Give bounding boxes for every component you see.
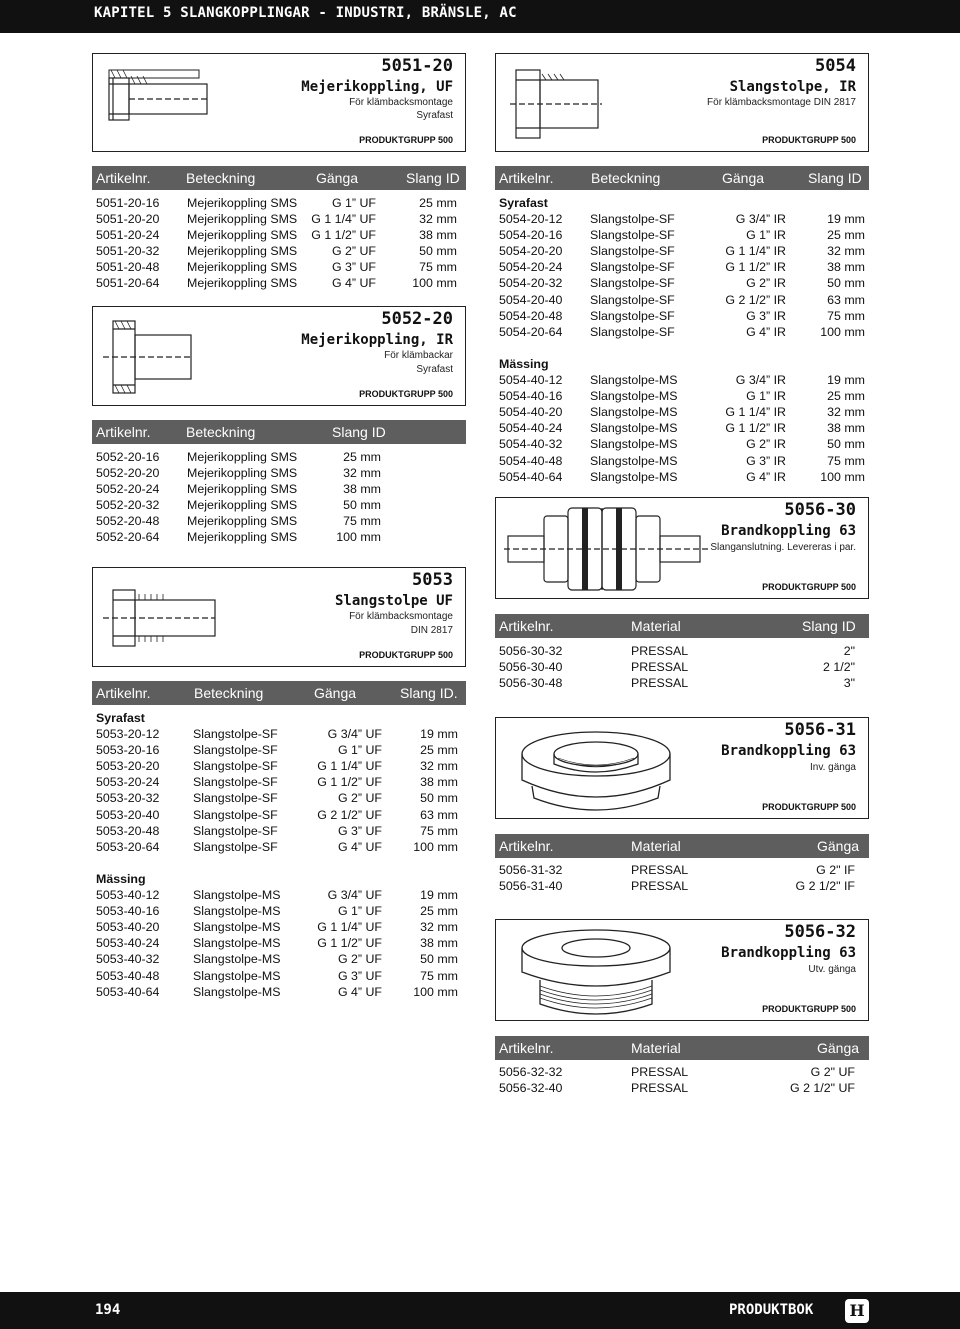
table-5051 (96, 195, 462, 292)
product-subtitle: Inv. gänga (810, 762, 856, 773)
table-row: 5053-20-16 Slangstolpe-SF G 1” UF 25 mm (96, 743, 458, 758)
table-row: 5054-40-32 Slangstolpe-MS G 2” IR 50 mm (499, 437, 865, 452)
book-title: PRODUKTBOK (729, 1302, 814, 1318)
product-group: PRODUKTGRUPP 500 (359, 135, 453, 145)
table-row: 5054-40-12 Slangstolpe-MS G 3/4” IR 19 mm (499, 373, 865, 388)
table-row: 5054-20-64 Slangstolpe-SF G 4” IR 100 mm (499, 324, 865, 339)
table-row: 5051-20-32 Mejerikoppling SMS G 2” UF 50 mm (96, 244, 457, 259)
product-box-5053 (92, 567, 466, 667)
table-5056-32 (499, 1064, 865, 1096)
table-row: 5053-40-48 Slangstolpe-MS G 3” UF 75 mm (96, 968, 458, 983)
table-header-5052 (92, 420, 466, 444)
product-box-5056-32 (495, 919, 869, 1021)
product-box-5056-31 (495, 717, 869, 819)
table-row: 5053-20-12 Slangstolpe-SF G 3/4” UF 19 mm (96, 727, 458, 742)
product-box-5052 (92, 306, 466, 406)
product-material: Syrafast (416, 110, 453, 121)
table-5054 (499, 195, 865, 485)
table-row: 5054-20-20 Slangstolpe-SF G 1 1/4” IR 32 mm (499, 244, 865, 259)
product-group: PRODUKTGRUPP 500 (762, 582, 856, 592)
product-number: 5051-20 (381, 56, 453, 76)
col-designation: Beteckning (186, 424, 256, 440)
product-number: 5054 (815, 56, 856, 76)
table-header-5051 (92, 166, 466, 190)
col-thread: Gänga (316, 170, 359, 186)
table-row: 5056-31-40 PRESSAL G 2 1/2" IF (499, 879, 855, 894)
col-designation: Beteckning (591, 170, 661, 186)
fire-coupling-drawing-5056-31 (510, 724, 690, 816)
product-group: PRODUKTGRUPP 500 (359, 389, 453, 399)
table-row: 5052-20-24 Mejerikoppling SMS 38 mm (96, 482, 381, 497)
chapter-header (0, 0, 960, 33)
table-row: 5054-20-40 Slangstolpe-SF G 2 1/2” IR 63 mm (499, 292, 865, 307)
product-box-5054 (495, 53, 869, 152)
table-row: 5054-40-16 Slangstolpe-MS G 1” IR 25 mm (499, 389, 865, 404)
table-row: 5053-20-40 Slangstolpe-SF G 2 1/2” UF 63 mm (96, 807, 458, 822)
col-article: Artikelnr. (499, 838, 554, 854)
table-row: 5054-20-16 Slangstolpe-SF G 1” IR 25 mm (499, 228, 865, 243)
product-subtitle: För klämbackar (384, 350, 453, 361)
table-row: 5053-40-16 Slangstolpe-MS G 1” UF 25 mm (96, 904, 458, 919)
table-row: 5056-30-48 PRESSAL 3" (499, 676, 855, 691)
product-group: PRODUKTGRUPP 500 (762, 135, 856, 145)
table-row: 5054-20-12 Slangstolpe-SF G 3/4” IR 19 mm (499, 212, 865, 227)
table-row: 5053-40-24 Slangstolpe-MS G 1 1/2” UF 38 mm (96, 936, 458, 951)
product-name: Brandkoppling 63 (721, 945, 856, 961)
table-row: 5054-40-20 Slangstolpe-MS G 1 1/4” IR 32 mm (499, 405, 865, 420)
table-row: 5056-31-32 PRESSAL G 2" IF (499, 863, 855, 877)
table-row: 5053-20-20 Slangstolpe-SF G 1 1/4” UF 32 mm (96, 759, 458, 774)
product-box-5056-30 (495, 497, 869, 599)
table-row: 5052-20-20 Mejerikoppling SMS 32 mm (96, 466, 381, 481)
col-thread: Gänga (722, 170, 765, 186)
fire-coupling-drawing-5056-32 (510, 924, 690, 1018)
product-name: Mejerikoppling, UF (301, 79, 453, 95)
col-article: Artikelnr. (499, 1040, 554, 1056)
table-row: 5053-40-32 Slangstolpe-MS G 2” UF 50 mm (96, 952, 458, 967)
group-heading: Mässing (96, 871, 146, 886)
product-name: Slangstolpe UF (334, 593, 453, 609)
col-hose-id: Slang ID (332, 424, 386, 440)
hose-tail-drawing-5054 (506, 62, 606, 146)
table-row: 5052-20-32 Mejerikoppling SMS 50 mm (96, 498, 381, 513)
col-designation: Beteckning (186, 170, 256, 186)
product-number: 5056-32 (784, 922, 856, 942)
table-5056-31 (499, 862, 865, 894)
product-name: Mejerikoppling, IR (301, 332, 453, 348)
col-hose-id: Slang ID (406, 170, 460, 186)
col-article: Artikelnr. (96, 685, 151, 701)
product-subtitle: Slanganslutning. Levereras i par. (710, 542, 856, 553)
table-row: 5054-20-24 Slangstolpe-SF G 1 1/2” IR 38 mm (499, 260, 865, 275)
col-article: Artikelnr. (499, 170, 554, 186)
product-group: PRODUKTGRUPP 500 (359, 650, 453, 660)
table-row: 5056-30-40 PRESSAL 2 1/2" (499, 660, 855, 675)
col-article: Artikelnr. (96, 170, 151, 186)
table-row: 5053-20-24 Slangstolpe-SF G 1 1/2” UF 38 mm (96, 775, 458, 790)
product-box-5051 (92, 53, 466, 152)
coupling-drawing-5052 (99, 315, 195, 399)
table-row: 5056-32-40 PRESSAL G 2 1/2" UF (499, 1081, 855, 1096)
table-5056-30 (499, 643, 865, 691)
table-header-5054 (495, 166, 869, 190)
product-number: 5056-30 (784, 500, 856, 520)
page-footer (0, 1292, 960, 1329)
col-hose-id: Slang ID. (400, 685, 458, 701)
fire-coupling-drawing-5056-30 (502, 502, 712, 596)
table-row: 5056-32-32 PRESSAL G 2" UF (499, 1065, 855, 1079)
table-row: 5054-20-48 Slangstolpe-SF G 3” IR 75 mm (499, 308, 865, 323)
table-5053 (96, 710, 462, 1000)
table-row: 5053-20-64 Slangstolpe-SF G 4” UF 100 mm (96, 839, 458, 854)
table-row: 5053-40-20 Slangstolpe-MS G 1 1/4” UF 32 mm (96, 920, 458, 935)
col-material: Material (631, 838, 681, 854)
product-subtitle: För klämbacksmontage (349, 97, 453, 108)
chapter-title: KAPITEL 5 SLANGKOPPLINGAR - INDUSTRI, BRÄNSLE, AC (94, 5, 517, 21)
product-number: 5053 (412, 570, 453, 590)
col-material: Material (631, 1040, 681, 1056)
product-subtitle: För klämbacksmontage DIN 2817 (707, 97, 856, 108)
table-header-5056-30 (495, 614, 869, 638)
table-row: 5051-20-64 Mejerikoppling SMS G 4” UF 100 mm (96, 276, 457, 291)
product-number: 5056-31 (784, 720, 856, 740)
col-thread: Gänga (314, 685, 357, 701)
table-row: 5053-20-32 Slangstolpe-SF G 2” UF 50 mm (96, 791, 458, 806)
table-row: 5054-40-64 Slangstolpe-MS G 4” IR 100 mm (499, 469, 865, 484)
table-row: 5052-20-48 Mejerikoppling SMS 75 mm (96, 514, 381, 529)
table-row: 5051-20-24 Mejerikoppling SMS G 1 1/2” UF 38 mm (96, 228, 457, 243)
table-row: 5052-20-16 Mejerikoppling SMS 25 mm (96, 450, 381, 464)
table-5052 (96, 449, 462, 546)
col-designation: Beteckning (194, 685, 264, 701)
col-material: Material (631, 618, 681, 634)
col-article: Artikelnr. (499, 618, 554, 634)
table-row: 5056-30-32 PRESSAL 2" (499, 644, 855, 658)
hose-tail-drawing-5053 (99, 576, 219, 660)
col-hose-id: Slang ID (808, 170, 862, 186)
product-number: 5052-20 (381, 309, 453, 329)
product-subtitle: För klämbacksmontage (349, 611, 453, 622)
table-row: 5051-20-48 Mejerikoppling SMS G 3” UF 75 mm (96, 260, 457, 275)
table-header-5056-31 (495, 834, 869, 858)
col-thread: Gänga (817, 1040, 860, 1056)
product-group: PRODUKTGRUPP 500 (762, 1004, 856, 1014)
group-heading: Syrafast (96, 711, 145, 725)
table-row: 5052-20-64 Mejerikoppling SMS 100 mm (96, 530, 381, 545)
table-header-5053 (92, 681, 466, 705)
table-row: 5051-20-20 Mejerikoppling SMS G 1 1/4” UF 32 mm (96, 212, 457, 227)
product-material: Syrafast (416, 364, 453, 375)
product-subtitle: Utv. gänga (808, 964, 856, 975)
page-number: 194 (95, 1302, 121, 1318)
product-name: Slangstolpe, IR (729, 79, 856, 95)
product-standard: DIN 2817 (410, 625, 453, 636)
table-row: 5053-40-64 Slangstolpe-MS G 4” UF 100 mm (96, 984, 458, 999)
table-header-5056-32 (495, 1036, 869, 1060)
table-row: 5054-20-32 Slangstolpe-SF G 2” IR 50 mm (499, 276, 865, 291)
table-row: 5053-20-48 Slangstolpe-SF G 3” UF 75 mm (96, 823, 458, 838)
col-article: Artikelnr. (96, 424, 151, 440)
table-row: 5054-40-24 Slangstolpe-MS G 1 1/2” IR 38 mm (499, 421, 865, 436)
table-row: 5054-40-48 Slangstolpe-MS G 3” IR 75 mm (499, 453, 865, 468)
table-row: 5053-40-12 Slangstolpe-MS G 3/4” UF 19 mm (96, 888, 458, 903)
product-name: Brandkoppling 63 (721, 743, 856, 759)
product-name: Brandkoppling 63 (721, 523, 856, 539)
brand-logo: H (845, 1299, 869, 1323)
group-heading: Mässing (499, 356, 549, 371)
group-heading: Syrafast (499, 196, 548, 210)
product-group: PRODUKTGRUPP 500 (762, 802, 856, 812)
col-hose-id: Slang ID (802, 618, 856, 634)
col-thread: Gänga (817, 838, 860, 854)
coupling-drawing-5051 (101, 64, 211, 134)
table-row: 5051-20-16 Mejerikoppling SMS G 1” UF 25 mm (96, 196, 457, 210)
